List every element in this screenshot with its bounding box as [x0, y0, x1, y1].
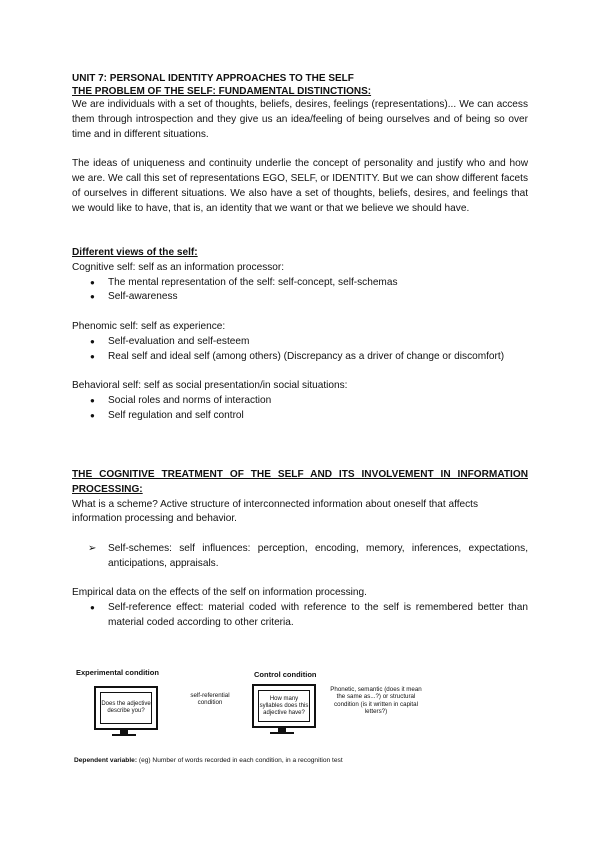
- experimental-note: self-referential condition: [190, 692, 230, 707]
- problem-heading: THE PROBLEM OF THE SELF: FUNDAMENTAL DISTINCTIONS:: [72, 86, 372, 97]
- empirical-list: [72, 601, 528, 631]
- unit-title: UNIT 7: PERSONAL IDENTITY APPROACHES TO THE SELF: [72, 73, 354, 84]
- monitor-base: [270, 732, 294, 734]
- empirical-data-label: Empirical data on the effects of the self on information processing.: [72, 587, 367, 599]
- experiment-figure: [72, 664, 528, 794]
- cognitive-self-label: Cognitive self: self as an information processor:: [72, 261, 285, 273]
- control-condition-title: Control condition: [254, 670, 317, 679]
- experimental-monitor-icon: [94, 686, 158, 730]
- list-item: ● Self regulation and self control: [108, 409, 528, 424]
- phenomic-self-list: [72, 335, 528, 365]
- list-item: ● Real self and ideal self (among others) (Discrepancy as a driver of change or discomfort): [108, 350, 528, 365]
- behavioral-self-label: Behavioral self: self as social presentation/in social situations:: [72, 380, 348, 392]
- experimental-condition-title: Experimental condition: [76, 668, 159, 677]
- control-note: Phonetic, semantic (does it mean the same as...?) or structural condition (is it written in capital letters?): [330, 686, 422, 716]
- list-item: ● Self-reference effect: material coded with reference to the self is remembered better than material coded according to other criteria.: [108, 601, 528, 631]
- phenomic-self-label: Phenomic self: self as experience:: [72, 320, 226, 332]
- list-item: ● The mental representation of the self: self-concept, self-schemas: [108, 276, 528, 291]
- list-item: ● Self-awareness: [108, 290, 528, 305]
- behavioral-self-list: [72, 394, 528, 424]
- views-heading: Different views of the self:: [72, 246, 198, 258]
- list-item: ➢ Self-schemes: self influences: perception, encoding, memory, inferences, expectations, anticipations, appraisals.: [108, 542, 528, 572]
- dependent-variable-text: (eg) Number of words recorded in each condition, in a recognition test: [138, 757, 343, 764]
- dependent-variable-label: Dependent variable:: [74, 757, 138, 764]
- monitor-base: [112, 734, 136, 736]
- intro-paragraph-1: We are individuals with a set of thoughts, beliefs, desires, feelings (representations)... We can access them through introspection and they give us an idea/feeling of being ourselves and of being so over time and in different situations.: [72, 99, 528, 140]
- list-item: ● Self-evaluation and self-esteem: [108, 335, 528, 350]
- list-item: ● Social roles and norms of interaction: [108, 394, 528, 409]
- intro-paragraph-2: The ideas of uniqueness and continuity underlie the concept of personality and justify who and how we are. We call this set of representations EGO, SELF, or IDENTITY. But we can show different facets of ourselves in different situations. We also have a set of thoughts, beliefs, desires, and feelings that we would like to have, that is, an identity that we want or that we believe we should have.: [72, 158, 528, 214]
- control-screen-text: How many syllables does this adjective have?: [258, 690, 310, 722]
- document-body: [72, 72, 528, 631]
- control-monitor-icon: [252, 684, 316, 728]
- self-schemes-list: [72, 542, 528, 572]
- cognitive-treatment-heading: THE COGNITIVE TREATMENT OF THE SELF AND ITS INVOLVEMENT IN INFORMATION PROCESSING:: [72, 468, 528, 495]
- experimental-screen-text: Does the adjective describe you?: [100, 692, 152, 724]
- cognitive-self-list: [72, 276, 528, 306]
- scheme-definition: What is a scheme? Active structure of interconnected information about oneself that affects information processing and behavior.: [72, 498, 479, 525]
- dependent-variable-caption: [74, 756, 374, 765]
